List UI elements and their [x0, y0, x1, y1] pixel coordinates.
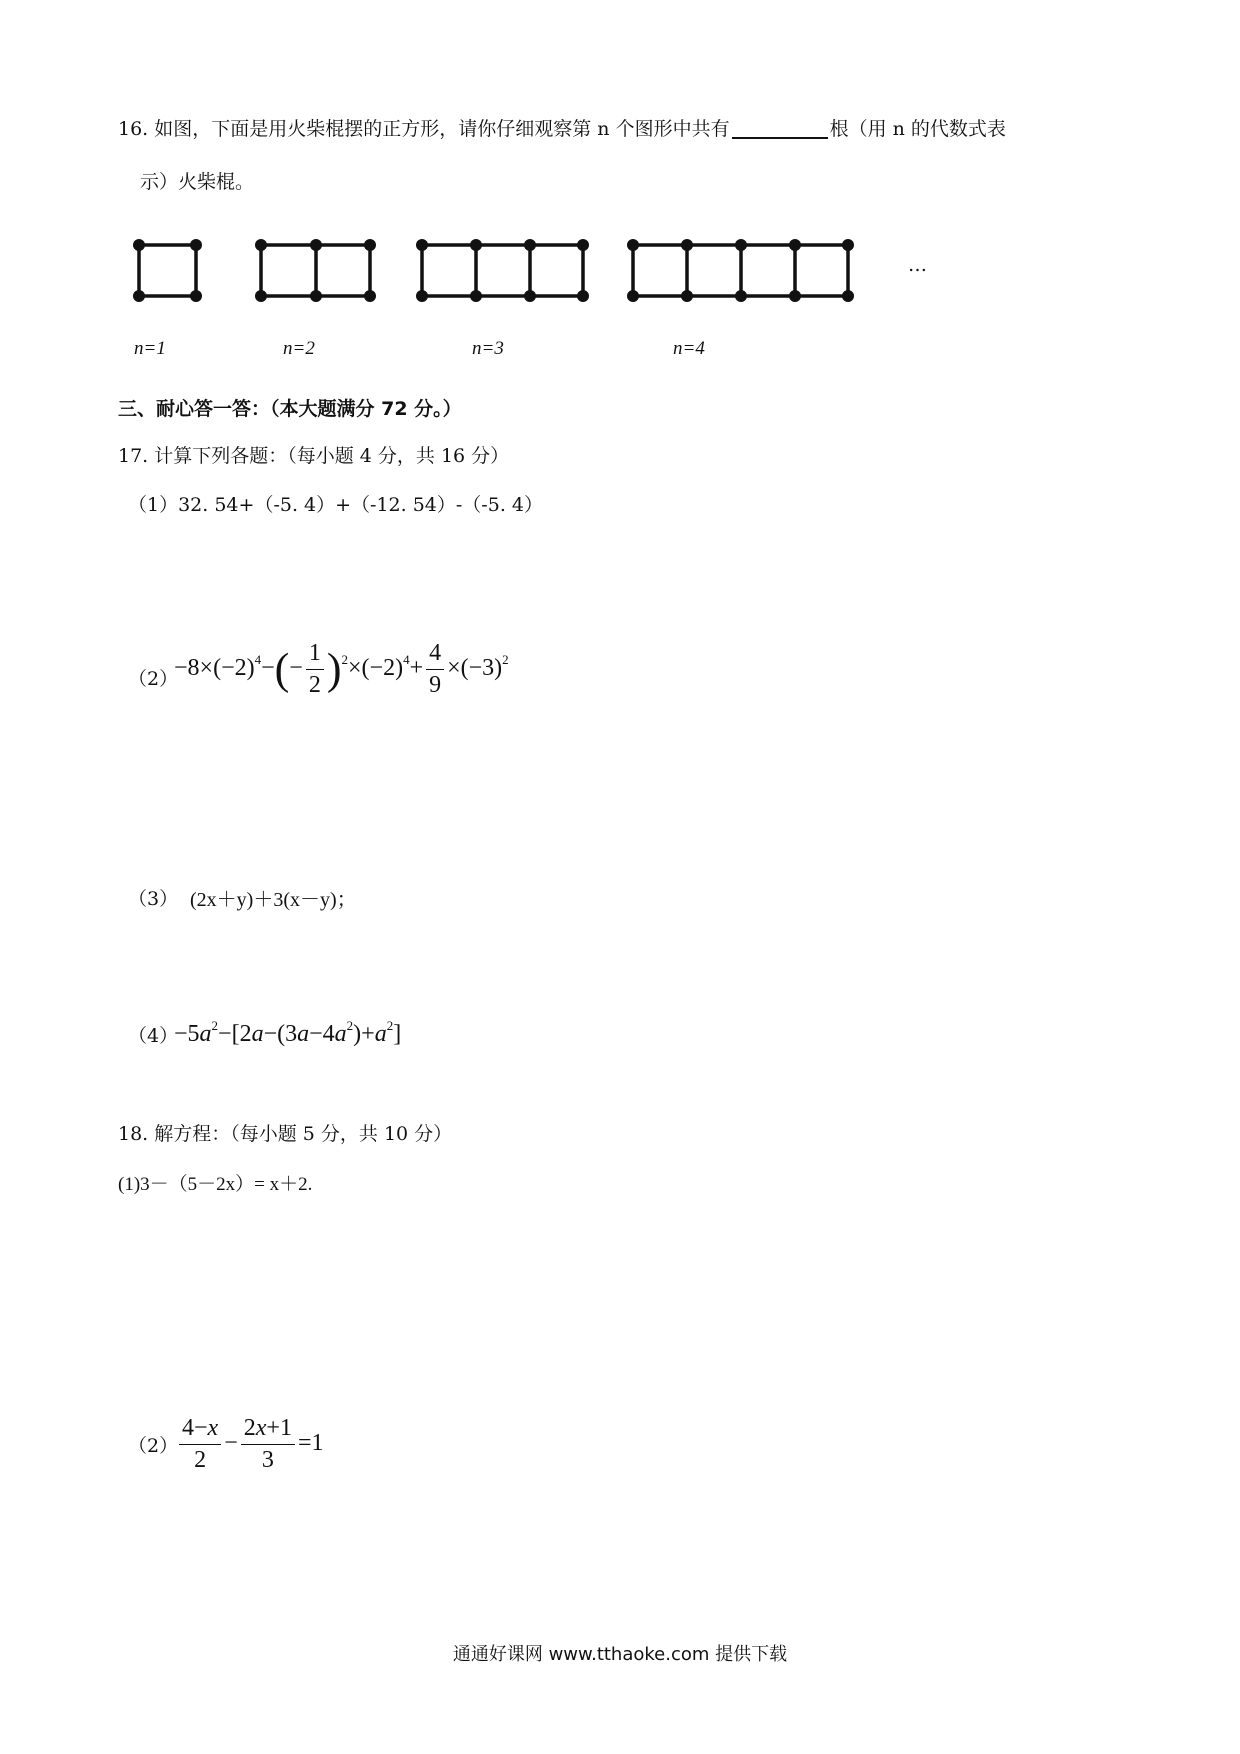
figure-ellipsis: …	[908, 254, 927, 276]
q18-part1: (1)3－（5－2x）= x＋2.	[118, 1174, 313, 1195]
q17-part2-label: （2）	[128, 668, 179, 690]
section3-heading: 三、耐心答一答：（本大题满分 72 分。）	[118, 398, 462, 420]
q17-part3-label: （3）	[128, 888, 179, 910]
q17-part1: （1）32. 54+（-5. 4）+（-12. 54）-（-5. 4）	[128, 494, 543, 516]
label-n3: n=3	[472, 338, 504, 359]
q17-title: 17. 计算下列各题：（每小题 4 分，共 16 分）	[118, 445, 510, 467]
matchstick-figures	[0, 0, 1240, 360]
q17-part4-expression: $-5a^2-[2a-(3a-4a^2)+a^2]$	[174, 1018, 402, 1047]
q17-part2-expression: $-8\times(-2)^4-(-$ $\frac{1}{2}$ )$^2\times(-2)^4+$ $\frac{4}{9}$ $\times(-3)^2$	[174, 640, 509, 698]
q18-part2-expression: $\frac{4-x}{2}$ − $\frac{2x+1}{3}$ =1	[176, 1415, 324, 1474]
q16-line2: 示）火柴棍。	[140, 171, 255, 193]
label-n4: n=4	[673, 338, 705, 359]
q18-part2-label: （2）	[128, 1435, 179, 1457]
q17-part3-expression: (2x＋y)＋3(x－y)；	[190, 889, 357, 911]
q17-part4-label: （4）	[128, 1025, 179, 1047]
figure-n3	[416, 239, 589, 302]
q18-title: 18. 解方程：（每小题 5 分，共 10 分）	[118, 1123, 453, 1145]
figure-n4	[627, 239, 854, 302]
figure-n1	[133, 239, 202, 302]
q16-text-post: 根（用 n 的代数式表	[829, 118, 1006, 140]
q16-text-pre: 16. 如图，下面是用火柴棍摆的正方形，请你仔细观察第 n 个图形中共有	[118, 118, 730, 140]
label-n1: n=1	[134, 338, 166, 359]
label-n2: n=2	[283, 338, 315, 359]
figure-n2	[255, 239, 376, 302]
page-footer: 通通好课网 www.tthaoke.com 提供下载	[452, 1644, 788, 1665]
